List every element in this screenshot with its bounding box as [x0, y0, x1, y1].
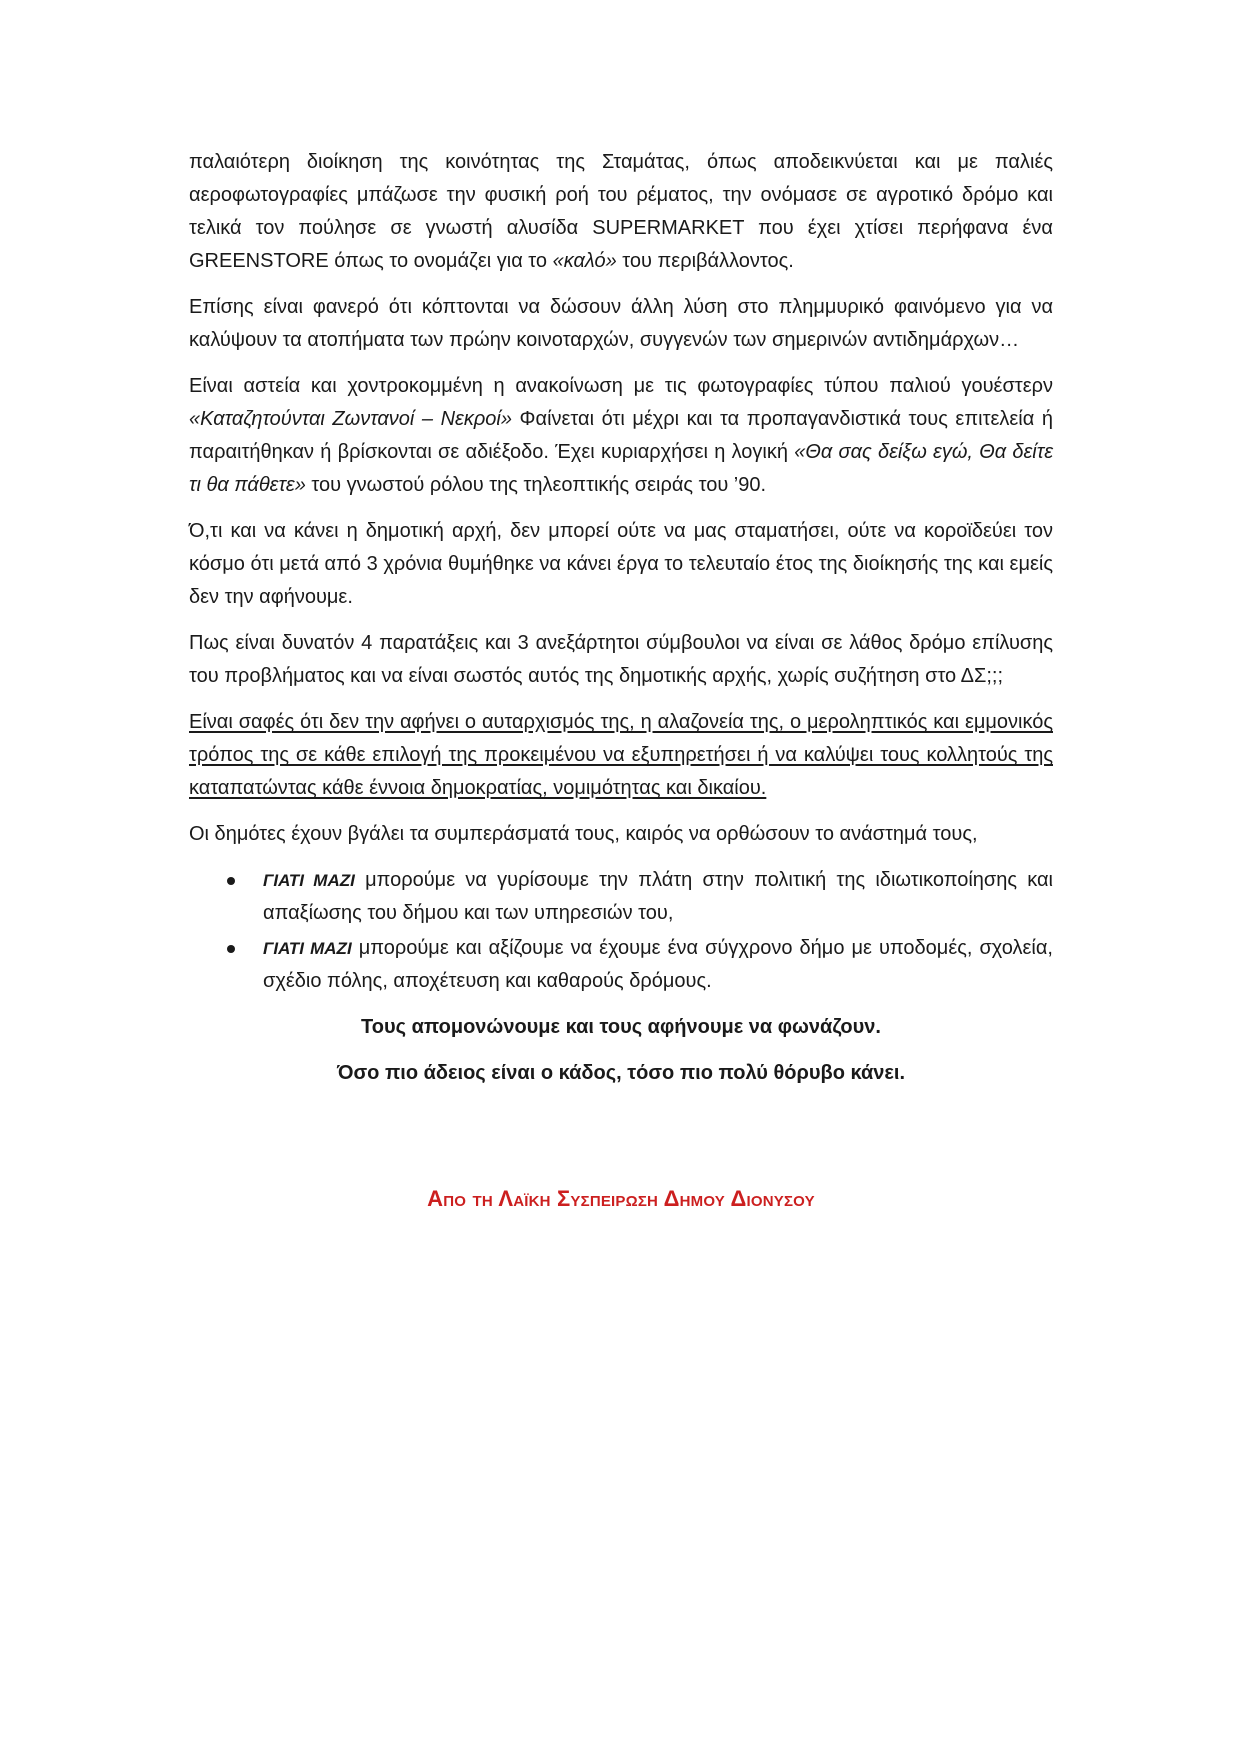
paragraph-text: Φαίνεται ότι μέχρι και τα προπαγανδιστικά τους επιτελεία ή παραιτήθηκαν ή βρίσκονται σε αδιέξοδο. Έχει κυριαρχήσει η λογική [189, 408, 1053, 463]
paragraph-text: Είναι αστεία και χοντροκομμένη η ανακοίνωση με τις φωτογραφίες τύπου παλιού γουέστερν [189, 375, 1053, 397]
bullet-item [189, 932, 1053, 998]
paragraph-text: Είναι σαφές ότι δεν την αφήνει ο αυταρχισμός της, η αλαζονεία της, ο μεροληπτικός και εμμονικός τρόπος της σε κάθε επιλογή της προκειμένου να εξυπηρετήσει ή να καλύψει τους κολλητούς της καταπατώντας κάθε έννοια δημοκρατίας, νομιμότητας και δικαίου. [189, 711, 1053, 799]
bullet-item [189, 864, 1053, 930]
paragraph [189, 818, 1053, 851]
closing-line: Τους απομονώνουμε και τους αφήνουμε να φωνάζουν. [361, 1016, 881, 1038]
document-body [189, 146, 1053, 1103]
paragraph-text: Οι δημότες έχουν βγάλει τα συμπεράσματά τους, καιρός να ορθώσουν το ανάστημά τους, [189, 823, 978, 845]
paragraph-text: του περιβάλλοντος. [616, 250, 794, 272]
closing-lines [189, 1011, 1053, 1090]
paragraph [189, 706, 1053, 805]
bullet-dot-icon [227, 877, 235, 885]
paragraph-text: Ό,τι και να κάνει η δημοτική αρχή, δεν μπορεί ούτε να μας σταματήσει, ούτε να κοροϊδεύει τον κόσμο ότι μετά από 3 χρόνια θυμήθηκε να κάνει έργα το τελευταίο έτος της διοίκησής της και εμείς δεν την αφήνουμε. [189, 520, 1053, 608]
paragraph-text: Πως είναι δυνατόν 4 παρατάξεις και 3 ανεξάρτητοι σύμβουλοι να είναι σε λάθος δρόμο επίλυσης του προβλήματος και να είναι σωστός αυτός της δημοτικής αρχής, χωρίς συζήτηση στο ΔΣ;;; [189, 632, 1053, 687]
paragraph-text: Επίσης είναι φανερό ότι κόπτονται να δώσουν άλλη λύση στο πλημμυρικό φαινόμενο για να καλύψουν τα ατοπήματα των πρώην κοινοταρχών, συγγενών των σημερινών αντιδημάρχων… [189, 296, 1053, 351]
signature: Απο τη Λαϊκη Συσπειρωση Δημου Διονυσου [427, 1186, 815, 1211]
paragraph-text: παλαιότερη διοίκηση της κοινότητας της Σταμάτας, όπως αποδεικνύεται και με παλιές αεροφωτογραφίες μπάζωσε την φυσική ροή του ρέματος, την ονόμασε σε αγροτικό δρόμο και τελικά τον πούλησε σε γνωστή αλυσίδα SUPERMARKET που έχει χτίσει περήφανα ένα GREENSTORE όπως το ονομάζει για το [189, 151, 1053, 272]
italic-quote: «καλό» [552, 250, 617, 272]
paragraph [189, 146, 1053, 278]
bullet-text: μπορούμε να γυρίσουμε την πλάτη στην πολιτική της ιδιωτικοποίησης και απαξίωσης του δήμου και των υπηρεσιών του, [263, 869, 1053, 924]
bullet-list [189, 864, 1053, 998]
italic-quote: «Καταζητούνται Ζωντανοί – Νεκροί» [189, 408, 512, 430]
paragraph-list [189, 146, 1053, 851]
bullet-dot-icon [227, 945, 235, 953]
bullet-text: μπορούμε και αξίζουμε να έχουμε ένα σύγχρονο δήμο με υποδομές, σχολεία, σχέδιο πόλης, αποχέτευση και καθαρούς δρόμους. [263, 937, 1053, 992]
closing-line: Όσο πιο άδειος είναι ο κάδος, τόσο πιο πολύ θόρυβο κάνει. [337, 1062, 905, 1084]
paragraph [189, 627, 1053, 693]
paragraph [189, 370, 1053, 502]
paragraph [189, 291, 1053, 357]
bullet-lead: ΓΙΑΤΙ ΜΑΖΙ [263, 871, 355, 890]
bullet-lead: ΓΙΑΤΙ ΜΑΖΙ [263, 939, 352, 958]
italic-quote: «Θα σας δείξω εγώ, Θα δείτε τι θα πάθετε» [189, 441, 1054, 496]
paragraph [189, 515, 1053, 614]
paragraph-text: του γνωστού ρόλου της τηλεοπτικής σειράς του ’90. [305, 474, 767, 496]
